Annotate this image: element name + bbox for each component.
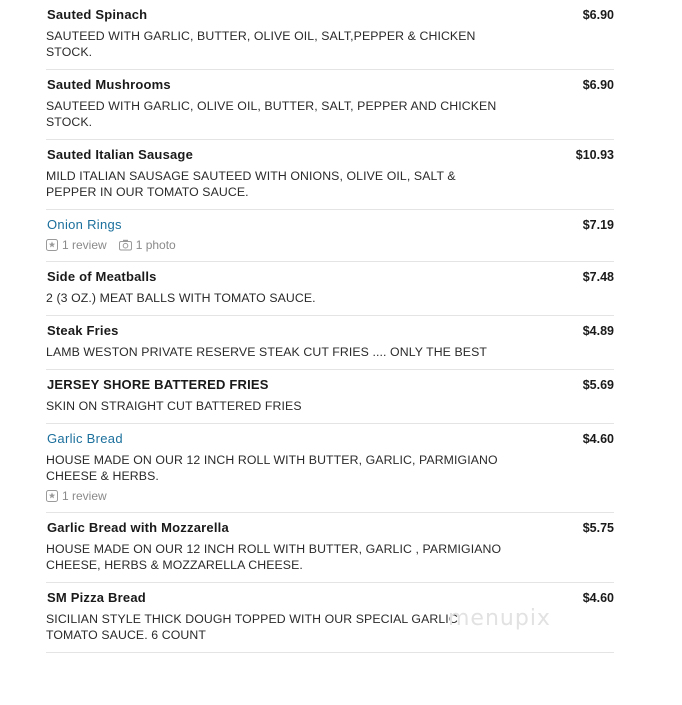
item-name: Sauted Mushrooms [47,77,171,92]
item-description: 2 (3 OZ.) MEAT BALLS WITH TOMATO SAUCE. [46,291,316,305]
item-description: SAUTEED WITH GARLIC, BUTTER, OLIVE OIL, SALT,PEPPER & CHICKEN STOCK. [46,29,476,59]
item-description: HOUSE MADE ON OUR 12 INCH ROLL WITH BUTTER, GARLIC, PARMIGIANO CHEESE & HERBS. [46,453,498,483]
menu-item [46,316,614,370]
item-price: $7.48 [582,270,614,284]
review-count: 1 review [62,238,107,252]
item-price: $5.69 [582,378,614,392]
photo-count: 1 photo [135,238,176,252]
menu-item [46,70,614,140]
item-description: SAUTEED WITH GARLIC, OLIVE OIL, BUTTER, SALT, PEPPER AND CHICKEN STOCK. [46,99,497,129]
item-meta [46,238,614,252]
camera-icon [119,239,132,251]
item-price: $4.89 [582,324,614,338]
menu-item [46,513,614,583]
item-name: JERSEY SHORE BATTERED FRIES [47,377,269,392]
item-price: $6.90 [582,8,614,22]
item-price: $5.75 [582,521,614,535]
menu-item [46,210,614,262]
review-link[interactable] [46,238,107,252]
menu-item [46,262,614,316]
photo-link[interactable] [119,238,176,252]
item-price: $4.60 [582,591,614,605]
item-description: SKIN ON STRAIGHT CUT BATTERED FRIES [46,399,302,413]
item-price: $10.93 [575,148,614,162]
review-count: 1 review [62,489,107,503]
item-meta [46,489,614,503]
menu-item [46,424,614,513]
item-description: SICILIAN STYLE THICK DOUGH TOPPED WITH OUR SPECIAL GARLIC TOMATO SAUCE. 6 COUNT [46,612,458,642]
item-name: Side of Meatballs [47,269,157,284]
item-price: $6.90 [582,78,614,92]
item-description: MILD ITALIAN SAUSAGE SAUTEED WITH ONIONS, OLIVE OIL, SALT & PEPPER IN OUR TOMATO SAUCE. [46,169,456,199]
item-name-link[interactable]: Garlic Bread [47,431,123,446]
item-name: Sauted Italian Sausage [47,147,194,162]
item-name: Sauted Spinach [47,7,148,22]
item-name: Steak Fries [47,323,119,338]
item-name: Garlic Bread with Mozzarella [47,520,229,535]
item-name: SM Pizza Bread [47,590,146,605]
item-description: LAMB WESTON PRIVATE RESERVE STEAK CUT FRIES .... ONLY THE BEST [46,345,488,359]
watermark-logo: menupix [448,606,551,631]
star-badge-icon [46,239,58,251]
item-description: HOUSE MADE ON OUR 12 INCH ROLL WITH BUTTER, GARLIC , PARMIGIANO CHEESE, HERBS & MOZZARELLA CHEESE. [46,542,502,572]
menu-item [46,0,614,70]
menu-list [46,0,614,653]
item-price: $4.60 [582,432,614,446]
item-name-link[interactable]: Onion Rings [47,217,122,232]
menu-item [46,370,614,424]
item-price: $7.19 [582,218,614,232]
review-link[interactable] [46,489,107,503]
star-badge-icon [46,490,58,502]
menu-item [46,140,614,210]
